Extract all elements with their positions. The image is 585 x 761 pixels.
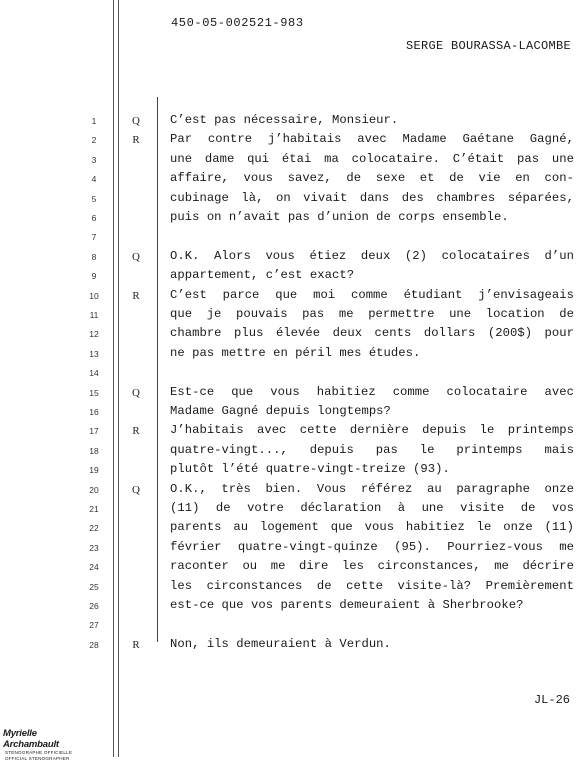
file-number: 450-05-002521-983 bbox=[171, 16, 304, 30]
line-number: 14 bbox=[84, 368, 104, 378]
transcript-line-text: plutôt l’été quatre-vingt-treize (93). bbox=[170, 462, 574, 477]
transcript-line-text: que je pouvais pas me permettre une location de bbox=[170, 307, 574, 322]
line-number: 21 bbox=[84, 504, 104, 514]
witness-name: SERGE BOURASSA-LACOMBE bbox=[406, 39, 571, 53]
transcript-line-text: parents au logement que vous habitiez le onze (11) bbox=[170, 520, 574, 535]
line-number: 5 bbox=[84, 194, 104, 204]
transcript-line-text: puis on n’avait pas d’union de corps ensemble. bbox=[170, 210, 574, 225]
speaker-marker: Q bbox=[126, 115, 146, 127]
line-number: 1 bbox=[84, 116, 104, 126]
transcript-line-text: Est-ce que vous habitiez comme colocataire avec bbox=[170, 385, 574, 400]
line-number: 7 bbox=[84, 232, 104, 242]
speaker-marker: R bbox=[126, 639, 146, 651]
line-number: 16 bbox=[84, 407, 104, 417]
line-number: 20 bbox=[84, 485, 104, 495]
stamp-title-en: OFFICIAL STENOGRAPHER bbox=[5, 756, 93, 761]
speaker-marker: R bbox=[126, 134, 146, 146]
transcript-line-text: (11) de votre déclaration à une visite de vos bbox=[170, 501, 574, 516]
transcript-line-text: C’est parce que moi comme étudiant j’envisageais bbox=[170, 288, 574, 303]
transcript-line-text: est-ce que vos parents demeuraient à Sherbrooke? bbox=[170, 598, 574, 613]
line-number: 25 bbox=[84, 582, 104, 592]
speaker-marker: R bbox=[126, 425, 146, 437]
line-number: 24 bbox=[84, 562, 104, 572]
line-number: 23 bbox=[84, 543, 104, 553]
line-number: 26 bbox=[84, 601, 104, 611]
transcript-line-text: Non, ils demeuraient à Verdun. bbox=[170, 637, 574, 652]
transcript-line-text: affaire, vous savez, de sexe et de vie en con- bbox=[170, 171, 574, 186]
page-reference: JL-26 bbox=[534, 693, 570, 707]
line-number: 9 bbox=[84, 271, 104, 281]
line-number: 3 bbox=[84, 155, 104, 165]
transcript-line-text: cubinage là, on vivait dans des chambres séparées, bbox=[170, 191, 574, 206]
line-number: 8 bbox=[84, 252, 104, 262]
transcript-line-text: Madame Gagné depuis longtemps? bbox=[170, 404, 574, 419]
transcript-line-text: les circonstances de cette visite-là? Premièrement bbox=[170, 579, 574, 594]
line-number: 4 bbox=[84, 174, 104, 184]
margin-rule-outer bbox=[113, 0, 114, 757]
line-number: 18 bbox=[84, 446, 104, 456]
transcript-line-text: quatre-vingt..., depuis pas le printemps mais bbox=[170, 443, 574, 458]
line-number: 6 bbox=[84, 213, 104, 223]
speaker-marker: R bbox=[126, 290, 146, 302]
transcript-line-text: O.K. Alors vous étiez deux (2) colocataires d’un bbox=[170, 249, 574, 264]
transcript-line-text: J’habitais avec cette dernière depuis le printemps bbox=[170, 423, 574, 438]
transcript-line-text: une dame qui étai ma colocataire. C’était pas une bbox=[170, 152, 574, 167]
line-number: 15 bbox=[84, 388, 104, 398]
stenographer-stamp bbox=[3, 728, 93, 761]
stamp-name: Myrielle Archambault bbox=[3, 728, 93, 750]
margin-rule-inner bbox=[118, 0, 119, 757]
speaker-column-rule bbox=[157, 97, 158, 642]
transcript-line-text: ne pas mettre en péril mes études. bbox=[170, 346, 574, 361]
stamp-title-fr: STÉNOGRAPHE OFFICIELLE bbox=[5, 750, 93, 756]
line-number: 19 bbox=[84, 465, 104, 475]
line-number: 27 bbox=[84, 620, 104, 630]
line-number: 22 bbox=[84, 523, 104, 533]
speaker-marker: Q bbox=[126, 484, 146, 496]
transcript-line-text: appartement, c’est exact? bbox=[170, 268, 574, 283]
transcript-line-text: O.K., très bien. Vous référez au paragraphe onze bbox=[170, 482, 574, 497]
line-number: 12 bbox=[84, 329, 104, 339]
transcript-line-text: février quatre-vingt-quinze (95). Pourriez-vous me bbox=[170, 540, 574, 555]
line-number: 10 bbox=[84, 291, 104, 301]
speaker-marker: Q bbox=[126, 387, 146, 399]
transcript-line-text: chambre plus élevée deux cents dollars (200$) pour bbox=[170, 326, 574, 341]
line-number: 11 bbox=[84, 310, 104, 320]
line-number: 28 bbox=[84, 640, 104, 650]
transcript-line-text: Par contre j’habitais avec Madame Gaétane Gagné, bbox=[170, 132, 574, 147]
transcript-line-text: raconter ou me dire les circonstances, me décrire bbox=[170, 559, 574, 574]
speaker-marker: Q bbox=[126, 251, 146, 263]
line-number: 2 bbox=[84, 135, 104, 145]
line-number: 17 bbox=[84, 426, 104, 436]
transcript-line-text: C’est pas nécessaire, Monsieur. bbox=[170, 113, 574, 128]
line-number: 13 bbox=[84, 349, 104, 359]
